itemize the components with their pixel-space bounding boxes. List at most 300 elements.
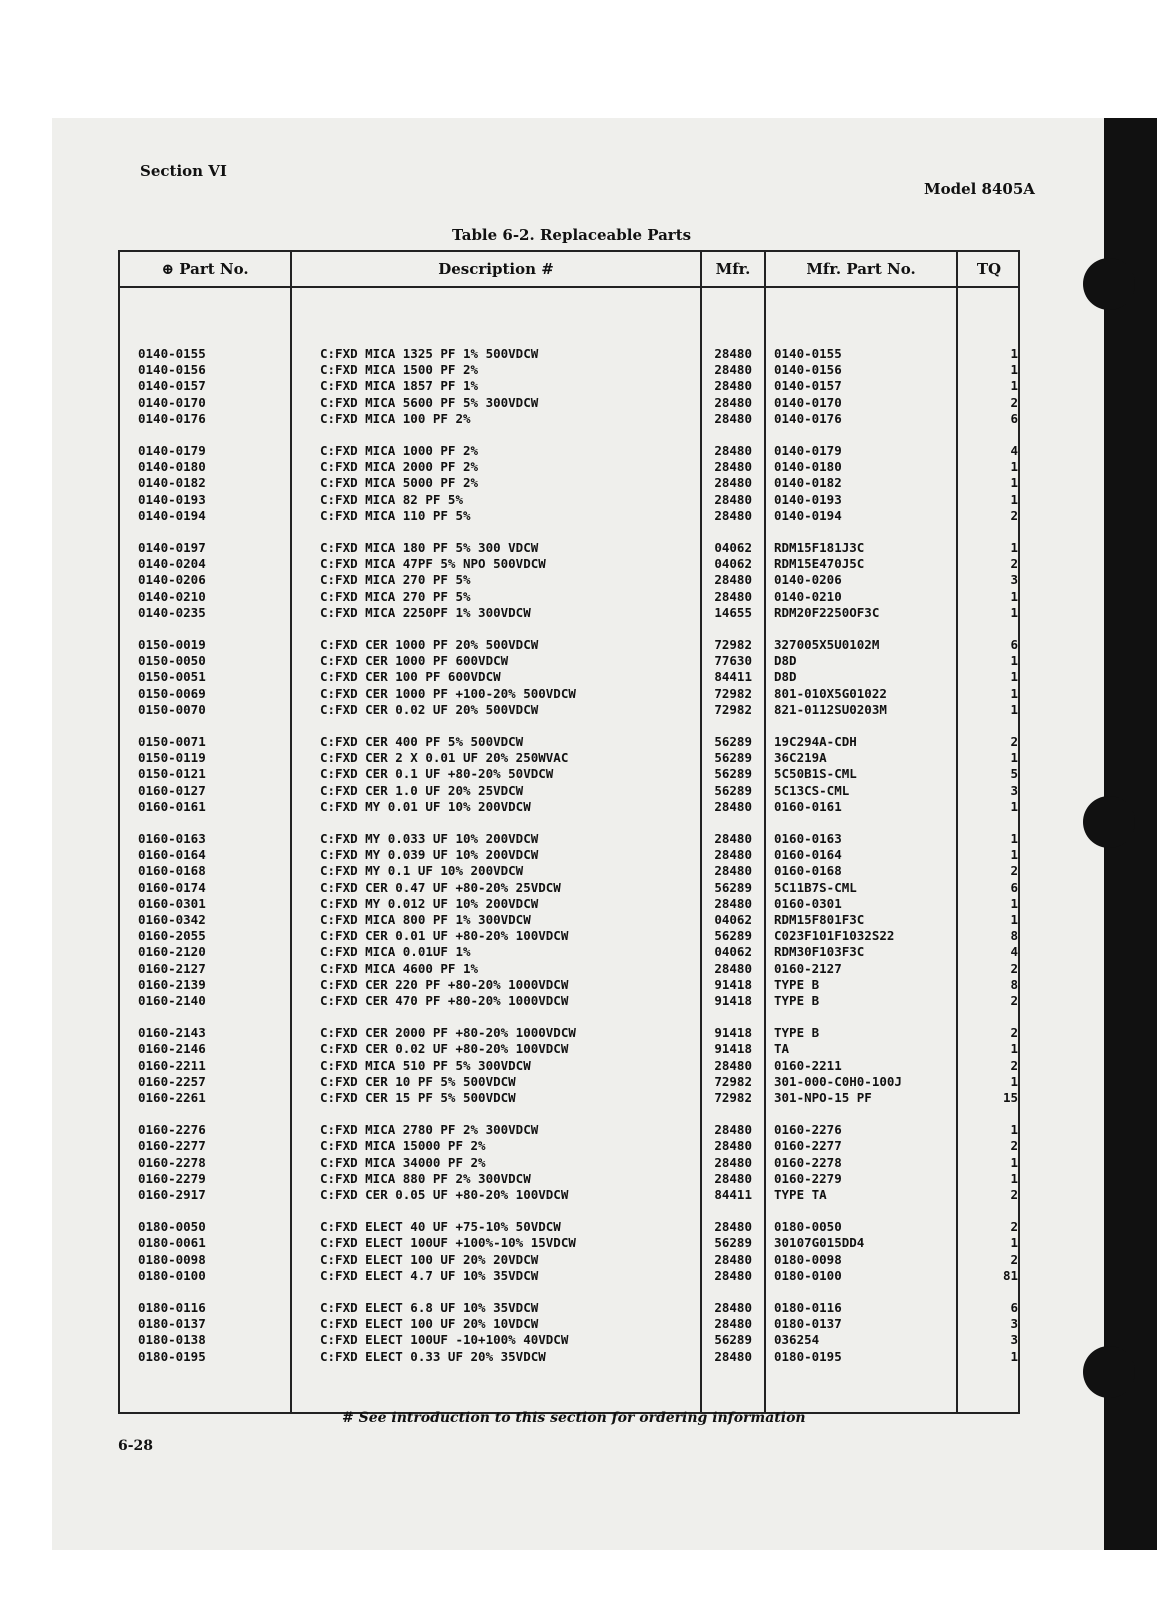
mfr-cell: 28480 <box>714 1057 752 1073</box>
description-cell: C:FXD MICA 47PF 5% NPO 500VDCW <box>320 556 546 572</box>
mfr-part-no-cell: 0140-0180 <box>774 459 842 475</box>
part-no-cell: 0160-2917 <box>138 1187 206 1202</box>
description-cell: C:FXD CER 1000 PF 600VDCW <box>320 653 509 669</box>
mfr-part-no-cell: 0160-0301 <box>774 895 842 911</box>
mfr-part-no-cell: 0140-0182 <box>774 475 842 491</box>
mfr-part-no-cell: 0160-2127 <box>774 960 842 976</box>
page-number: 6-28 <box>118 1438 154 1454</box>
mfr-cell: 28480 <box>714 443 752 458</box>
tq-cell: 1 <box>1010 750 1018 766</box>
part-no-cell: 0140-0170 <box>138 394 206 410</box>
tq-cell: 1 <box>1010 540 1018 555</box>
mfr-part-no-cell: 036254 <box>774 1332 820 1348</box>
mfr-cell: 04062 <box>714 912 752 927</box>
table-row <box>120 378 1020 394</box>
part-no-cell: 0180-0100 <box>138 1267 206 1283</box>
tq-cell: 3 <box>1010 572 1018 588</box>
column-header-tq: TQ <box>976 260 1002 278</box>
table-row <box>120 1252 1020 1268</box>
tq-cell: 1 <box>1010 459 1018 475</box>
table-row <box>120 944 1020 960</box>
table-row <box>120 653 1020 669</box>
tq-cell: 1 <box>1010 912 1018 927</box>
tq-cell: 1 <box>1010 653 1018 669</box>
table-row <box>120 1122 1020 1138</box>
mfr-cell: 28480 <box>714 410 752 426</box>
tq-cell: 3 <box>1010 1316 1018 1332</box>
mfr-cell: 56289 <box>714 928 752 944</box>
part-no-cell: 0140-0176 <box>138 410 206 426</box>
mfr-part-no-cell: 36C219A <box>774 750 827 766</box>
part-no-cell: 0150-0069 <box>138 685 206 701</box>
header-divider <box>120 286 1018 288</box>
description-cell: C:FXD MICA 34000 PF 2% <box>320 1154 486 1170</box>
mfr-cell: 91418 <box>714 1025 752 1041</box>
description-cell: C:FXD MICA 5000 PF 2% <box>320 475 479 491</box>
table-row <box>120 605 1020 621</box>
tq-cell: 2 <box>1010 394 1018 410</box>
part-no-cell: 0160-2211 <box>138 1057 206 1073</box>
tq-cell: 81 <box>1002 1267 1018 1283</box>
tq-cell: 1 <box>1010 346 1018 361</box>
description-cell: C:FXD CER 2000 PF +80-20% 1000VDCW <box>320 1025 576 1041</box>
table-row <box>120 847 1020 863</box>
mfr-cell: 28480 <box>714 1122 752 1138</box>
description-cell: C:FXD CER 0.05 UF +80-20% 100VDCW <box>320 1187 569 1202</box>
tq-cell: 2 <box>1010 960 1018 976</box>
mfr-cell: 28480 <box>714 346 752 361</box>
table-row <box>120 362 1020 378</box>
description-cell: C:FXD MICA 270 PF 5% <box>320 572 471 588</box>
mfr-cell: 72982 <box>714 701 752 717</box>
mfr-cell: 28480 <box>714 1251 752 1267</box>
part-no-cell: 0160-2055 <box>138 928 206 944</box>
table-row <box>120 1316 1020 1332</box>
tq-cell: 2 <box>1010 1251 1018 1267</box>
tq-cell: 1 <box>1010 604 1018 620</box>
tq-cell: 1 <box>1010 685 1018 701</box>
description-cell: C:FXD CER 220 PF +80-20% 1000VDCW <box>320 976 569 992</box>
mfr-cell: 91418 <box>714 976 752 992</box>
part-no-cell: 0160-0168 <box>138 863 206 879</box>
mfr-part-no-cell: C023F101F1032S22 <box>774 928 895 944</box>
table-row <box>120 1058 1020 1074</box>
description-cell: C:FXD CER 1.0 UF 20% 25VDCW <box>320 782 524 798</box>
mfr-part-no-cell: TYPE B <box>774 976 820 992</box>
part-no-cell: 0150-0121 <box>138 766 206 782</box>
part-no-cell: 0160-2140 <box>138 993 206 1008</box>
mfr-cell: 56289 <box>714 766 752 782</box>
mfr-cell: 28480 <box>714 895 752 911</box>
mfr-cell: 56289 <box>714 782 752 798</box>
column-header-part-no: ⊕ Part No. <box>161 260 249 278</box>
mfr-cell: 28480 <box>714 1316 752 1332</box>
table-row <box>120 783 1020 799</box>
part-no-cell: 0180-0137 <box>138 1316 206 1332</box>
mfr-cell: 28480 <box>714 507 752 523</box>
mfr-part-no-cell: 301-000-C0H0-100J <box>774 1073 902 1089</box>
mfr-cell: 28480 <box>714 863 752 879</box>
tq-cell: 3 <box>1010 782 1018 798</box>
description-cell: C:FXD MICA 1500 PF 2% <box>320 362 479 378</box>
table-row <box>120 637 1020 653</box>
mfr-part-no-cell: TYPE TA <box>774 1187 827 1202</box>
table-row <box>120 863 1020 879</box>
table-row <box>120 831 1020 847</box>
description-cell: C:FXD CER 1000 PF +100-20% 500VDCW <box>320 685 576 701</box>
mfr-cell: 91418 <box>714 993 752 1008</box>
description-cell: C:FXD CER 10 PF 5% 500VDCW <box>320 1073 516 1089</box>
table-row <box>120 508 1020 524</box>
tq-cell: 4 <box>1010 944 1018 960</box>
table-row <box>120 411 1020 427</box>
description-cell: C:FXD MICA 800 PF 1% 300VDCW <box>320 912 531 927</box>
punch-hole <box>1083 1346 1135 1398</box>
part-no-cell: 0140-0204 <box>138 556 206 572</box>
mfr-part-no-cell: 0160-2277 <box>774 1138 842 1154</box>
mfr-part-no-cell: 0140-0193 <box>774 491 842 507</box>
part-no-cell: 0160-2277 <box>138 1138 206 1154</box>
table-row <box>120 1041 1020 1057</box>
part-no-cell: 0140-0206 <box>138 572 206 588</box>
table-row <box>120 912 1020 928</box>
mfr-part-no-cell: TYPE B <box>774 993 820 1008</box>
mfr-cell: 28480 <box>714 1300 752 1315</box>
table-row <box>120 395 1020 411</box>
description-cell: C:FXD MICA 2000 PF 2% <box>320 459 479 475</box>
tq-cell: 1 <box>1010 378 1018 394</box>
description-cell: C:FXD MICA 5600 PF 5% 300VDCW <box>320 394 539 410</box>
mfr-cell: 28480 <box>714 1138 752 1154</box>
footnote: # See introduction to this section for ordering information <box>342 1410 806 1426</box>
description-cell: C:FXD ELECT 100 UF 20% 10VDCW <box>320 1316 539 1332</box>
tq-cell: 15 <box>1002 1090 1018 1105</box>
mfr-part-no-cell: 0180-0137 <box>774 1316 842 1332</box>
description-cell: C:FXD ELECT 100UF -10+100% 40VDCW <box>320 1332 569 1348</box>
mfr-cell: 28480 <box>714 798 752 814</box>
mfr-cell: 77630 <box>714 653 752 669</box>
part-no-cell: 0160-2120 <box>138 944 206 960</box>
tq-cell: 6 <box>1010 410 1018 426</box>
mfr-part-no-cell: RDM20F2250OF3C <box>774 604 880 620</box>
tq-cell: 2 <box>1010 1219 1018 1235</box>
mfr-part-no-cell: 0160-2278 <box>774 1154 842 1170</box>
tq-cell: 4 <box>1010 443 1018 458</box>
tq-cell: 1 <box>1010 1041 1018 1057</box>
punch-hole <box>1083 796 1135 848</box>
tq-cell: 6 <box>1010 637 1018 652</box>
mfr-part-no-cell: 5C50B1S-CML <box>774 766 857 782</box>
description-cell: C:FXD ELECT 100UF +100%-10% 15VDCW <box>320 1235 576 1251</box>
description-cell: C:FXD MICA 2780 PF 2% 300VDCW <box>320 1122 539 1138</box>
tq-cell: 8 <box>1010 976 1018 992</box>
part-no-cell: 0150-0051 <box>138 669 206 685</box>
mfr-part-no-cell: 0160-2279 <box>774 1170 842 1186</box>
part-no-cell: 0140-0197 <box>138 540 206 555</box>
mfr-cell: 72982 <box>714 685 752 701</box>
part-no-cell: 0140-0179 <box>138 443 206 458</box>
part-no-cell: 0180-0061 <box>138 1235 206 1251</box>
mfr-cell: 14655 <box>714 604 752 620</box>
mfr-part-no-cell: 0140-0176 <box>774 410 842 426</box>
part-no-cell: 0180-0050 <box>138 1219 206 1235</box>
punch-hole <box>1083 258 1135 310</box>
mfr-cell: 28480 <box>714 394 752 410</box>
part-no-cell: 0160-2139 <box>138 976 206 992</box>
part-no-cell: 0160-0174 <box>138 879 206 895</box>
table-row <box>120 896 1020 912</box>
mfr-cell: 28480 <box>714 1170 752 1186</box>
mfr-part-no-cell: 5C13CS-CML <box>774 782 850 798</box>
tq-cell: 1 <box>1010 1348 1018 1364</box>
table-row <box>120 1187 1020 1203</box>
description-cell: C:FXD MICA 15000 PF 2% <box>320 1138 486 1154</box>
table-row <box>120 734 1020 750</box>
tq-cell: 2 <box>1010 1138 1018 1154</box>
mfr-part-no-cell: 0160-0163 <box>774 831 842 846</box>
table-row <box>120 492 1020 508</box>
description-cell: C:FXD MICA 100 PF 2% <box>320 410 471 426</box>
mfr-part-no-cell: 0140-0206 <box>774 572 842 588</box>
mfr-cell: 91418 <box>714 1041 752 1057</box>
tq-cell: 2 <box>1010 863 1018 879</box>
mfr-part-no-cell: 0160-0168 <box>774 863 842 879</box>
table-row <box>120 1074 1020 1090</box>
mfr-cell: 28480 <box>714 459 752 475</box>
table-row <box>120 1171 1020 1187</box>
mfr-part-no-cell: 0180-0116 <box>774 1300 842 1315</box>
mfr-part-no-cell: 0180-0100 <box>774 1267 842 1283</box>
description-cell: C:FXD CER 400 PF 5% 500VDCW <box>320 734 524 749</box>
mfr-cell: 28480 <box>714 1154 752 1170</box>
mfr-part-no-cell: 0140-0194 <box>774 507 842 523</box>
part-no-cell: 0160-2146 <box>138 1041 206 1057</box>
description-cell: C:FXD CER 0.02 UF 20% 500VDCW <box>320 701 539 717</box>
table-row <box>120 1155 1020 1171</box>
mfr-part-no-cell: 0140-0210 <box>774 588 842 604</box>
tq-cell: 8 <box>1010 928 1018 944</box>
tq-cell: 2 <box>1010 1025 1018 1041</box>
tq-cell: 1 <box>1010 1170 1018 1186</box>
table-row <box>120 443 1020 459</box>
mfr-part-no-cell: 0180-0098 <box>774 1251 842 1267</box>
tq-cell: 2 <box>1010 507 1018 523</box>
part-no-cell: 0160-2276 <box>138 1122 206 1138</box>
part-no-cell: 0140-0182 <box>138 475 206 491</box>
tq-cell: 1 <box>1010 588 1018 604</box>
description-cell: C:FXD MICA 0.01UF 1% <box>320 944 471 960</box>
table-row <box>120 1349 1020 1365</box>
part-no-cell: 0150-0119 <box>138 750 206 766</box>
mfr-part-no-cell: 0160-0161 <box>774 798 842 814</box>
mfr-part-no-cell: D8D <box>774 653 797 669</box>
part-no-cell: 0150-0050 <box>138 653 206 669</box>
mfr-cell: 28480 <box>714 378 752 394</box>
mfr-part-no-cell: RDM30F103F3C <box>774 944 865 960</box>
tq-cell: 1 <box>1010 1154 1018 1170</box>
table-row <box>120 1300 1020 1316</box>
mfr-part-no-cell: 301-NPO-15 PF <box>774 1090 872 1105</box>
description-cell: C:FXD MICA 82 PF 5% <box>320 491 463 507</box>
description-cell: C:FXD ELECT 6.8 UF 10% 35VDCW <box>320 1300 539 1315</box>
table-row <box>120 669 1020 685</box>
mfr-cell: 28480 <box>714 572 752 588</box>
table-row <box>120 686 1020 702</box>
column-header-mfr-part-no: Mfr. Part No. <box>806 260 916 278</box>
tq-cell: 1 <box>1010 831 1018 846</box>
tq-cell: 1 <box>1010 1073 1018 1089</box>
mfr-cell: 56289 <box>714 1235 752 1251</box>
description-cell: C:FXD MICA 110 PF 5% <box>320 507 471 523</box>
mfr-part-no-cell: 0140-0156 <box>774 362 842 378</box>
description-cell: C:FXD CER 470 PF +80-20% 1000VDCW <box>320 993 569 1008</box>
parts-table <box>118 250 1020 1414</box>
table-row <box>120 961 1020 977</box>
part-no-cell: 0150-0071 <box>138 734 206 749</box>
part-no-cell: 0160-2143 <box>138 1025 206 1041</box>
tq-cell: 1 <box>1010 895 1018 911</box>
mfr-part-no-cell: RDM15E470J5C <box>774 556 865 572</box>
table-row <box>120 1138 1020 1154</box>
description-cell: C:FXD CER 0.1 UF +80-20% 50VDCW <box>320 766 554 782</box>
tq-cell: 1 <box>1010 1122 1018 1138</box>
table-row <box>120 977 1020 993</box>
tq-cell: 2 <box>1010 993 1018 1008</box>
mfr-part-no-cell: 5C11B7S-CML <box>774 879 857 895</box>
mfr-part-no-cell: 0180-0050 <box>774 1219 842 1235</box>
mfr-part-no-cell: RDM15F801F3C <box>774 912 865 927</box>
part-no-cell: 0160-2278 <box>138 1154 206 1170</box>
tq-cell: 2 <box>1010 556 1018 572</box>
tq-cell: 2 <box>1010 1187 1018 1202</box>
part-no-cell: 0160-2279 <box>138 1170 206 1186</box>
table-row <box>120 1332 1020 1348</box>
part-no-cell: 0140-0235 <box>138 604 206 620</box>
part-no-cell: 0160-0163 <box>138 831 206 846</box>
tq-cell: 1 <box>1010 669 1018 685</box>
description-cell: C:FXD MICA 880 PF 2% 300VDCW <box>320 1170 531 1186</box>
tq-cell: 1 <box>1010 475 1018 491</box>
column-header-mfr: Mfr. <box>715 260 751 278</box>
part-no-cell: 0140-0193 <box>138 491 206 507</box>
description-cell: C:FXD CER 0.47 UF +80-20% 25VDCW <box>320 879 561 895</box>
part-no-cell: 0140-0194 <box>138 507 206 523</box>
mfr-cell: 28480 <box>714 588 752 604</box>
mfr-part-no-cell: 0140-0155 <box>774 346 842 361</box>
table-title: Table 6-2. Replaceable Parts <box>452 226 692 244</box>
description-cell: C:FXD MICA 2250PF 1% 300VDCW <box>320 604 531 620</box>
tq-cell: 1 <box>1010 362 1018 378</box>
description-cell: C:FXD MICA 510 PF 5% 300VDCW <box>320 1057 531 1073</box>
mfr-cell: 84411 <box>714 1187 752 1202</box>
description-cell: C:FXD ELECT 4.7 UF 10% 35VDCW <box>320 1267 539 1283</box>
mfr-part-no-cell: 0160-2211 <box>774 1057 842 1073</box>
description-cell: C:FXD MICA 1857 PF 1% <box>320 378 479 394</box>
table-row <box>120 1090 1020 1106</box>
mfr-cell: 56289 <box>714 750 752 766</box>
part-no-cell: 0140-0155 <box>138 346 206 361</box>
table-row <box>120 799 1020 815</box>
part-no-cell: 0160-0161 <box>138 798 206 814</box>
description-cell: C:FXD MY 0.033 UF 10% 200VDCW <box>320 831 539 846</box>
description-cell: C:FXD ELECT 100 UF 20% 20VDCW <box>320 1251 539 1267</box>
mfr-part-no-cell: 0160-0164 <box>774 847 842 863</box>
part-no-cell: 0140-0156 <box>138 362 206 378</box>
part-no-cell: 0140-0180 <box>138 459 206 475</box>
tq-cell: 6 <box>1010 1300 1018 1315</box>
mfr-cell: 56289 <box>714 879 752 895</box>
mfr-part-no-cell: 0180-0195 <box>774 1348 842 1364</box>
description-cell: C:FXD CER 0.02 UF +80-20% 100VDCW <box>320 1041 569 1057</box>
table-row <box>120 556 1020 572</box>
part-no-cell: 0180-0116 <box>138 1300 206 1315</box>
table-row <box>120 572 1020 588</box>
part-no-cell: 0160-0164 <box>138 847 206 863</box>
table-row <box>120 589 1020 605</box>
description-cell: C:FXD MICA 4600 PF 1% <box>320 960 479 976</box>
mfr-cell: 28480 <box>714 491 752 507</box>
part-no-cell: 0150-0070 <box>138 701 206 717</box>
mfr-cell: 28480 <box>714 362 752 378</box>
mfr-part-no-cell: 327005X5U0102M <box>774 637 880 652</box>
part-no-cell: 0160-2261 <box>138 1090 206 1105</box>
tq-cell: 1 <box>1010 847 1018 863</box>
model-label: Model 8405A <box>924 180 1035 198</box>
mfr-cell: 28480 <box>714 960 752 976</box>
part-no-cell: 0180-0138 <box>138 1332 206 1348</box>
section-label: Section VI <box>140 162 227 180</box>
table-row <box>120 346 1020 362</box>
mfr-cell: 72982 <box>714 1090 752 1105</box>
table-row <box>120 702 1020 718</box>
mfr-cell: 28480 <box>714 1219 752 1235</box>
description-cell: C:FXD CER 0.01 UF +80-20% 100VDCW <box>320 928 569 944</box>
part-no-cell: 0150-0019 <box>138 637 206 652</box>
part-no-cell: 0140-0157 <box>138 378 206 394</box>
description-cell: C:FXD MICA 180 PF 5% 300 VDCW <box>320 540 539 555</box>
mfr-cell: 72982 <box>714 637 752 652</box>
part-no-cell: 0160-0342 <box>138 912 206 927</box>
table-row <box>120 766 1020 782</box>
tq-cell: 1 <box>1010 701 1018 717</box>
tq-cell: 2 <box>1010 734 1018 749</box>
table-row <box>120 993 1020 1009</box>
tq-cell: 5 <box>1010 766 1018 782</box>
mfr-part-no-cell: 801-010X5G01022 <box>774 685 887 701</box>
mfr-cell: 56289 <box>714 1332 752 1348</box>
mfr-cell: 28480 <box>714 1348 752 1364</box>
table-row <box>120 1235 1020 1251</box>
mfr-cell: 56289 <box>714 734 752 749</box>
part-no-cell: 0160-2257 <box>138 1073 206 1089</box>
part-no-cell: 0160-2127 <box>138 960 206 976</box>
mfr-part-no-cell: TYPE B <box>774 1025 820 1041</box>
tq-cell: 1 <box>1010 1235 1018 1251</box>
description-cell: C:FXD MICA 270 PF 5% <box>320 588 471 604</box>
part-no-cell: 0160-0301 <box>138 895 206 911</box>
table-row <box>120 475 1020 491</box>
part-no-cell: 0180-0195 <box>138 1348 206 1364</box>
description-cell: C:FXD CER 15 PF 5% 500VDCW <box>320 1090 516 1105</box>
mfr-cell: 04062 <box>714 540 752 555</box>
mfr-cell: 28480 <box>714 847 752 863</box>
description-cell: C:FXD CER 2 X 0.01 UF 20% 250WVAC <box>320 750 569 766</box>
tq-cell: 1 <box>1010 798 1018 814</box>
description-cell: C:FXD ELECT 40 UF +75-10% 50VDCW <box>320 1219 561 1235</box>
part-no-cell: 0180-0098 <box>138 1251 206 1267</box>
tq-cell: 1 <box>1010 491 1018 507</box>
description-cell: C:FXD MY 0.01 UF 10% 200VDCW <box>320 798 531 814</box>
